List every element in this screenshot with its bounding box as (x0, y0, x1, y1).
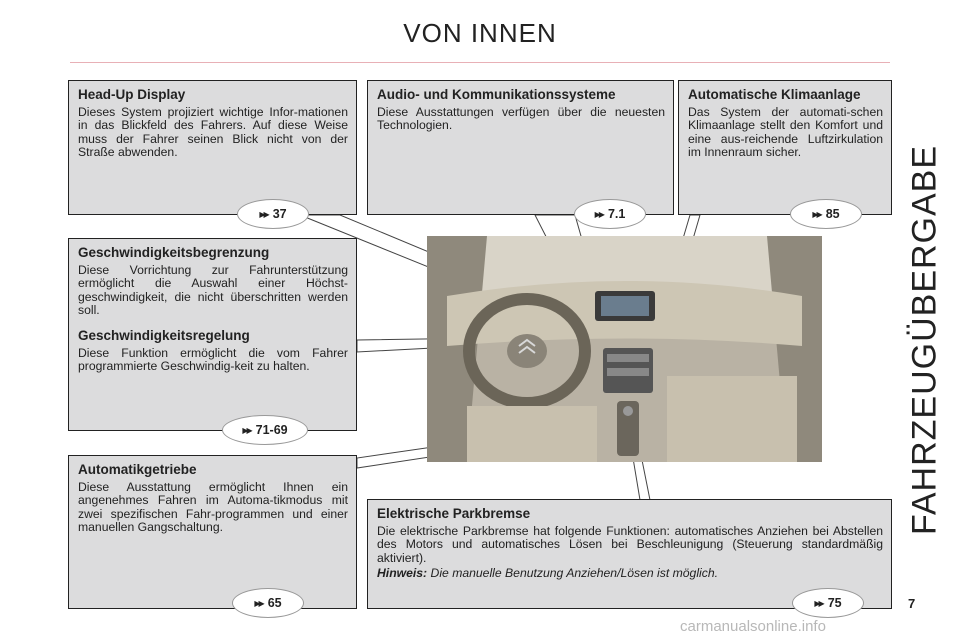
text-regelung: Diese Funktion ermöglicht die vom Fahrer programmierte Geschwindig-keit zu halten. (78, 345, 348, 374)
double-arrow-icon: ▶▶ (814, 599, 823, 608)
box-automatikgetriebe (68, 455, 357, 609)
ref-link-gear[interactable] (232, 588, 304, 618)
box-audio (367, 80, 674, 215)
ref-link-audio[interactable] (574, 199, 646, 229)
side-title-text: FAHRZEUGÜBERGABE (905, 144, 944, 536)
text-begrenzung: Diese Vorrichtung zur Fahrunterstützung ermöglicht die Auswahl einer Höchst-geschwindigkeit, die nicht überschritten werden soll. (78, 263, 348, 318)
double-arrow-icon: ▶▶ (594, 210, 603, 219)
ref-hud: 37 (272, 207, 287, 221)
note-parkbremse (377, 567, 883, 580)
ref-speed: 71-69 (255, 423, 288, 437)
box-geschwindigkeit (68, 238, 357, 431)
page-number: 7 (908, 596, 916, 611)
ref-gear: 65 (267, 596, 282, 610)
double-arrow-icon: ▶▶ (812, 210, 821, 219)
ref-link-klima[interactable] (790, 199, 862, 229)
page-title: VON INNEN (403, 18, 557, 48)
watermark: carmanualsonline.info (680, 618, 826, 635)
text-head-up-display: Dieses System projiziert wichtige Infor-mationen in das Blickfeld des Fahrers. Auf diese Weise muss der Fahrer seinen Blick nicht von der Straße abwenden. (78, 105, 348, 160)
side-title (895, 110, 955, 570)
box-head-up-display (68, 80, 357, 215)
text-klimaanlage: Das System der automati-schen Klimaanlage stellt den Komfort und eine aus-reichende Luftzirkulation im Innenraum sicher. (688, 105, 883, 160)
double-arrow-icon: ▶▶ (254, 599, 263, 608)
ref-link-hud[interactable] (237, 199, 309, 229)
ref-link-brake[interactable] (792, 588, 864, 618)
box-klimaanlage (678, 80, 892, 215)
text-audio: Diese Ausstattungen verfügen über die neuesten Technologien. (377, 105, 665, 133)
heading-parkbremse: Elektrische Parkbremse (377, 506, 531, 521)
interior-photo (427, 236, 822, 462)
heading-audio: Audio- und Kommunikationssysteme (377, 87, 616, 102)
ref-brake: 75 (827, 596, 842, 610)
note-text: Die manuelle Benutzung Anziehen/Lösen ist möglich. (430, 566, 718, 581)
text-automatikgetriebe: Diese Ausstattung ermöglicht Ihnen ein angenehmes Fahren im Automa-tikmodus mit zwei spezifischen Fahr-programmen und einer manuellen Gangschaltung. (78, 480, 348, 535)
ref-link-speed[interactable] (222, 415, 308, 445)
heading-regelung: Geschwindigkeitsregelung (78, 327, 250, 343)
heading-klimaanlage: Automatische Klimaanlage (688, 87, 861, 102)
heading-begrenzung: Geschwindigkeitsbegrenzung (78, 245, 270, 260)
heading-automatikgetriebe: Automatikgetriebe (78, 462, 197, 477)
ref-klima: 85 (825, 207, 840, 221)
note-label: Hinweis: (377, 566, 428, 581)
double-arrow-icon: ▶▶ (259, 210, 268, 219)
ref-audio: 7.1 (607, 207, 626, 221)
double-arrow-icon: ▶▶ (242, 426, 251, 435)
text-parkbremse: Die elektrische Parkbremse hat folgende Funktionen: automatisches Anziehen bei Abstellen des Motors und automatisches Lösen bei Beschleunigung (Steuerung standardmäßig aktiviert). (377, 524, 883, 565)
heading-head-up-display: Head-Up Display (78, 87, 186, 102)
